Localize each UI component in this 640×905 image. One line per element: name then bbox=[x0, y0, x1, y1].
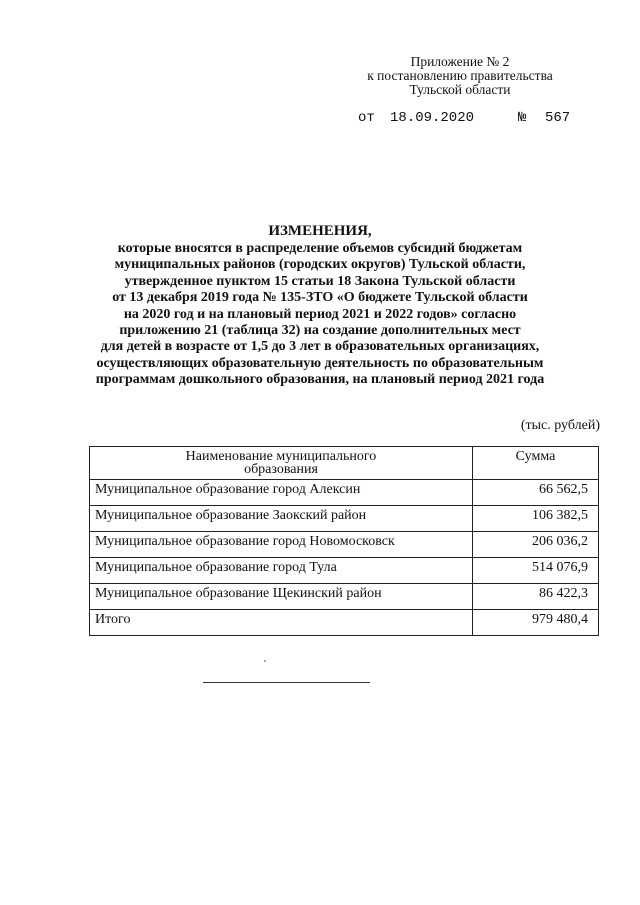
title-line: программам дошкольного образования, на плановый период 2021 года bbox=[95, 372, 545, 388]
title-line: на 2020 год и на плановый период 2021 и 2022 годов» согласно bbox=[123, 306, 517, 322]
title-line: осуществляющих образовательную деятельность по образовательным bbox=[96, 355, 544, 371]
header-sum-cell: Сумма bbox=[473, 447, 599, 480]
resolution-from-label: от bbox=[358, 110, 375, 126]
municipality-name: Муниципальное образование город Новомосковск bbox=[90, 532, 473, 558]
resolution-number: 567 bbox=[545, 110, 571, 126]
subsidy-amount: 514 076,9 bbox=[473, 558, 599, 584]
total-label: Итого bbox=[90, 610, 473, 636]
table-row bbox=[90, 558, 599, 584]
units-label: (тыс. рублей) bbox=[520, 418, 600, 433]
table-row bbox=[90, 506, 599, 532]
municipality-name: Муниципальное образование город Тула bbox=[90, 558, 473, 584]
title-line: утвержденное пунктом 15 статьи 18 Закона Тульской области bbox=[124, 273, 516, 289]
table-total-row bbox=[90, 610, 599, 636]
table-row bbox=[90, 480, 599, 506]
table-row bbox=[90, 584, 599, 610]
title-line: которые вносятся в распределение объемов субсидий бюджетам bbox=[117, 241, 523, 256]
municipality-name: Муниципальное образование город Алексин bbox=[90, 480, 473, 506]
header-name-line2: образования bbox=[244, 462, 318, 477]
appendix-number: Приложение № 2 bbox=[410, 54, 510, 69]
title-line: приложению 21 (таблица 32) на создание дополнительных мест bbox=[119, 323, 521, 339]
separator-line bbox=[203, 682, 370, 683]
title-heading: ИЗМЕНЕНИЯ, bbox=[268, 223, 372, 239]
appendix-header bbox=[330, 55, 590, 97]
subsidy-amount: 66 562,5 bbox=[473, 480, 599, 506]
scan-speck bbox=[264, 660, 266, 662]
resolution-date: 18.09.2020 bbox=[390, 110, 475, 126]
subsidy-amount: 86 422,3 bbox=[473, 584, 599, 610]
subsidy-table bbox=[89, 446, 599, 636]
resolution-number-label: № bbox=[518, 110, 527, 126]
municipality-name: Муниципальное образование Заокский район bbox=[90, 506, 473, 532]
appendix-region: Тульской области bbox=[409, 82, 511, 97]
subsidy-amount: 206 036,2 bbox=[473, 532, 599, 558]
municipality-name: Муниципальное образование Щекинский район bbox=[90, 584, 473, 610]
table-row bbox=[90, 532, 599, 558]
appendix-reference: к постановлению правительства bbox=[367, 68, 553, 83]
title-line: муниципальных районов (городских округов) Тульской области, bbox=[114, 257, 526, 273]
table-header-row bbox=[90, 447, 599, 480]
subsidy-amount: 106 382,5 bbox=[473, 506, 599, 532]
document-title bbox=[60, 222, 580, 389]
header-name-cell bbox=[90, 447, 473, 480]
title-line: от 13 декабря 2019 года № 135-ЗТО «О бюджете Тульской области bbox=[112, 290, 528, 306]
title-line: для детей в возрасте от 1,5 до 3 лет в образовательных организациях, bbox=[100, 339, 540, 355]
header-name-line1: Наименование муниципального bbox=[185, 449, 377, 464]
total-amount: 979 480,4 bbox=[473, 610, 599, 636]
